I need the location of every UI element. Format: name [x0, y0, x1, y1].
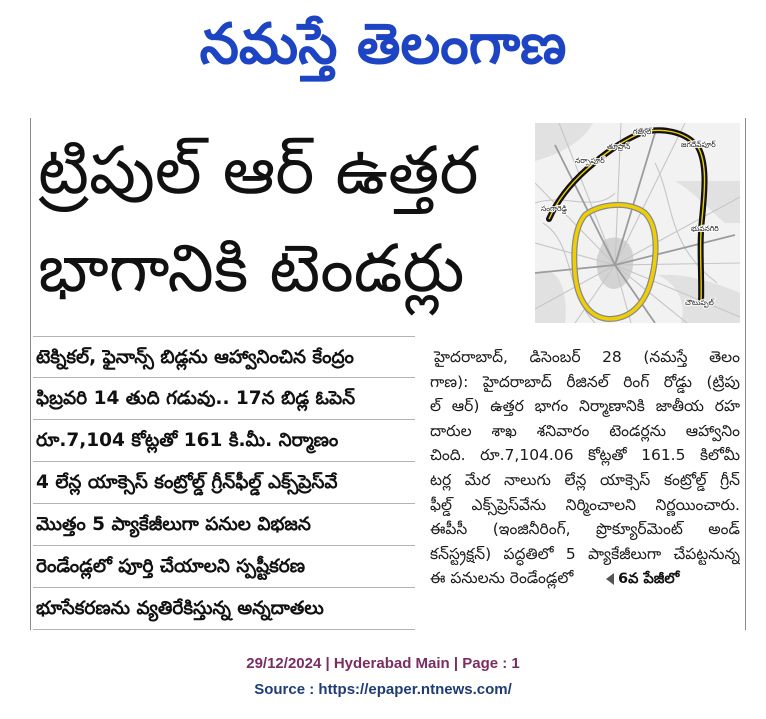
highlight-item: రెండేండ్లలో పూర్తి చేయాలని స్పష్టీకరణ — [33, 546, 415, 588]
map-label-bhuvanagiri: భువనగిరి — [691, 224, 719, 233]
body-text-line: దారుల శాఖ శనివారం టెండర్లను ఆహ్వానిం — [430, 421, 740, 440]
body-text-line: చింది. రూ.7,104.06 కోట్లతో 161.5 కిలోమీ — [430, 446, 740, 465]
map-label-jagdevpur: జగదేవ్‌పూర్ — [681, 140, 716, 149]
map-label-choutuppal: చౌటుప్పల్ — [685, 298, 714, 307]
highlight-item: ఫిబ్రవరి 14 తుది గడువు.. 17న బిడ్ల ఓపెన్ — [33, 378, 415, 420]
body-text-line: ఈపీసీ (ఇంజినీరింగ్, ప్రొక్యూర్‌మెంట్ అండ్ — [430, 520, 740, 539]
highlight-item: టెక్నికల్, ఫైనాన్స్ బిడ్లను ఆహ్వానించిన కేంద్రం — [33, 336, 415, 378]
highlight-item: రూ.7,104 కోట్లతో 161 కి.మీ. నిర్మాణం — [33, 420, 415, 462]
body-text-line: కన్‌స్ట్రక్షన్) పద్ధతిలో 5 ప్యాకేజీలుగా చేపట్టనున్న — [430, 544, 740, 563]
map-label-narsapur: నర్సాపూర్ — [575, 156, 605, 165]
left-triangle-icon — [606, 573, 614, 585]
body-text-last-line: ఈ పనులను రెండేండ్లలో — [430, 569, 574, 588]
highlight-item: భూసేకరణను వ్యతిరేకిస్తున్న అన్నదాతలు — [33, 588, 415, 630]
route-map — [535, 123, 740, 323]
continued-on-page-label: 6వ పేజీలో — [618, 571, 680, 587]
highlight-item: 4 లేన్ల యాక్సెస్ కంట్రోల్డ్ గ్రీన్‌ఫీల్డ్ ఎక్స్‌ప్రెస్‌వే — [33, 462, 415, 504]
continued-on-page-marker — [606, 568, 710, 590]
highlight-item: మొత్తం 5 ప్యాకేజీలుగా పనుల విభజన — [33, 504, 415, 546]
map-label-sangareddy: సంగారెడ్డి — [541, 204, 567, 213]
body-text-line: గాణ): హైదరాబాద్ రీజినల్ రింగ్ రోడ్డు (ట్రిపు — [430, 372, 740, 391]
headline-line-1: ట్రిపుల్ ఆర్ ఉత్తర — [38, 132, 479, 209]
body-text-line: ఫీల్డ్ ఎక్స్‌ప్రెస్‌వేను నిర్మించాలని నిర్ణయించారు. — [430, 495, 740, 514]
newspaper-masthead: నమస్తే తెలంగాణ — [199, 12, 567, 77]
source-url: Source : https://epaper.ntnews.com/ — [254, 681, 512, 698]
body-text-line: టర్ల మేర నాలుగు లేన్ల యాక్సెస్ కంట్రోల్డ్ గ్రీన్ — [430, 471, 740, 489]
map-label-gajwel: గజ్వేల్ — [633, 127, 652, 136]
headline-line-2: భాగానికి టెండర్లు — [38, 230, 465, 307]
body-text-line: హైదరాబాద్, డిసెంబర్ 28 (నమస్తే తెలం — [434, 348, 740, 366]
edition-info: 29/12/2024 | Hyderabad Main | Page : 1 — [246, 655, 520, 672]
body-text-line: ల్ ఆర్) ఉత్తర భాగం నిర్మాణానికి జాతీయ రహ — [430, 397, 740, 416]
map-label-toopran: తూప్రాన్ — [607, 142, 631, 151]
